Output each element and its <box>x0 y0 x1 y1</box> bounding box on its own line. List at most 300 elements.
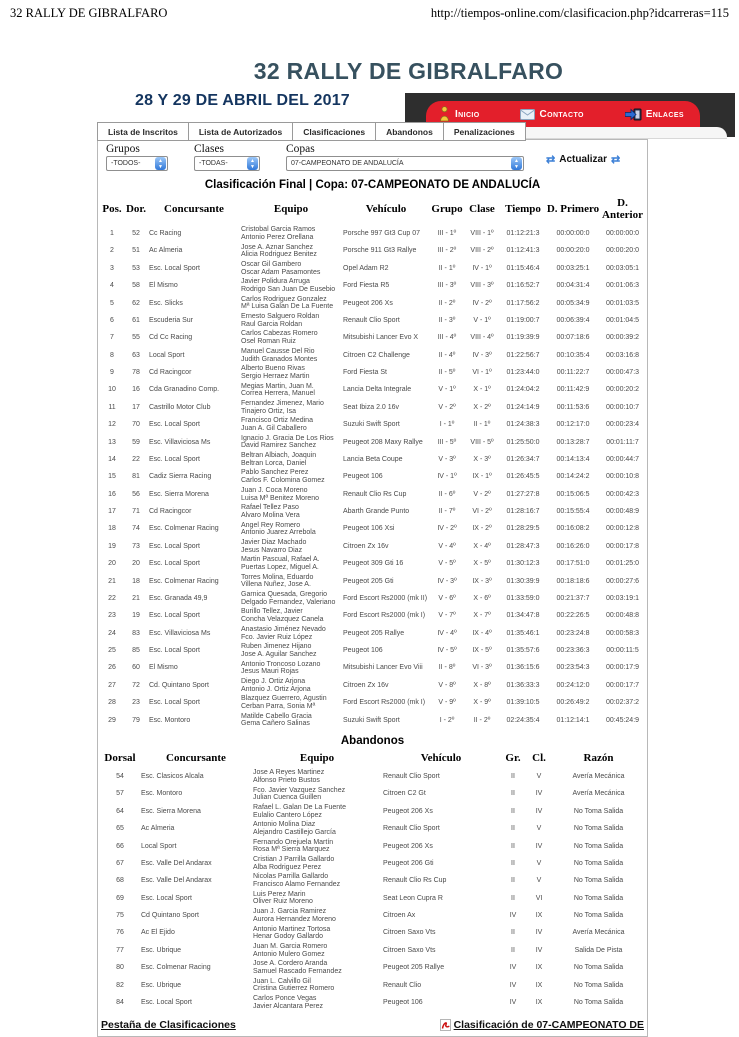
cell-pos: 21 <box>108 577 116 585</box>
cell-equipo: Fernandez Jimenez, Mario Tinajero Ortiz, Isa <box>241 399 324 415</box>
cell-tiempo: 01:19:39:9 <box>506 334 540 342</box>
cell-concursante: Local Sport <box>141 842 177 850</box>
cell-d-primero: 00:05:34:9 <box>556 299 590 307</box>
cell-vehiculo: Mitsubishi Lancer Evo X <box>343 334 419 342</box>
cell-vehiculo: Citroen C2 Gt <box>383 790 426 798</box>
cell-vehiculo: Ford Fiesta R5 <box>343 282 390 290</box>
cell-pos: 16 <box>108 490 116 498</box>
cell-d-primero: 00:18:18:6 <box>556 577 590 585</box>
cell-equipo: Juan M. Garcia Romero Antonio Mulero Gomez <box>253 942 328 958</box>
cell-grupo: II <box>511 790 515 798</box>
cell-pos: 17 <box>108 508 116 516</box>
cell-dorsal: 82 <box>116 981 124 989</box>
column-header: Gr. <box>505 752 521 765</box>
cell-dorsal: 62 <box>132 299 140 307</box>
cell-grupo: IV - 5º <box>437 647 457 655</box>
cell-razon: Avería Mecánica <box>572 773 625 780</box>
cell-vehiculo: Peugeot 208 Maxy Rallye <box>343 438 423 446</box>
cell-grupo: II <box>511 825 515 833</box>
filter-clases <box>194 143 260 171</box>
cell-pos: 10 <box>108 386 116 394</box>
cell-concursante: Esc. Montoro <box>149 716 191 724</box>
cell-clase: V <box>536 859 542 867</box>
grupos-select[interactable] <box>106 156 168 171</box>
cell-vehiculo: Renault Clio Sport <box>383 773 440 780</box>
cell-concursante: Cc Racing <box>149 230 182 238</box>
cell-dorsal: 61 <box>132 316 140 324</box>
cell-grupo: III - 2º <box>437 247 457 255</box>
cell-equipo: Luis Perez Marin Oliver Ruiz Moreno <box>253 890 313 906</box>
cell-tiempo: 01:36:15:6 <box>506 664 540 672</box>
print-header-title: 32 RALLY DE GIBRALFARO <box>10 6 168 20</box>
cell-vehiculo: Peugeot 206 Xs <box>343 299 393 307</box>
classification-title: Clasificación Final | Copa: 07-CAMPEONATO DE ANDALUCÍA <box>204 179 541 191</box>
cell-vehiculo: Ford Fiesta St <box>343 369 387 377</box>
cell-razon: No Toma Salida <box>573 842 624 850</box>
cell-dorsal: 78 <box>132 369 140 377</box>
nav-item-enlaces[interactable] <box>625 108 684 121</box>
tab-lista-de-autorizados[interactable]: Lista de Autorizados <box>188 122 293 141</box>
grupos-label: Grupos <box>106 143 140 155</box>
cell-equipo: Carlos Ponce Vegas Javier Alcantara Perez <box>253 995 324 1010</box>
cell-dorsal: 52 <box>132 230 140 238</box>
cell-vehiculo: Ford Escort Rs2000 (mk I) <box>343 612 426 620</box>
cell-d-primero: 00:16:26:0 <box>556 542 590 550</box>
cell-razon: No Toma Salida <box>573 859 624 867</box>
cell-d-primero: 00:04:31:4 <box>556 282 590 290</box>
column-header: D. Anterior <box>602 197 643 222</box>
result-row <box>100 573 645 590</box>
page-title: 32 RALLY DE GIBRALFARO <box>253 58 564 84</box>
cell-grupo: II <box>511 773 515 780</box>
cell-pos: 12 <box>108 421 116 429</box>
cell-dorsal: 72 <box>132 681 140 689</box>
cell-d-primero: 00:13:28:7 <box>556 438 590 446</box>
cell-clase: VIII - 3º <box>470 282 494 290</box>
print-header-url: http://tiempos-online.com/clasificacion.php?idcarreras=115 <box>430 6 729 20</box>
cell-concursante: Cd. Quintano Sport <box>149 681 209 689</box>
cell-vehiculo: Porsche 911 Gt3 Rallye <box>343 247 417 255</box>
cell-grupo: III - 1º <box>437 230 457 238</box>
cell-d-anterior: 00:01:04:5 <box>605 316 640 324</box>
select-stepper-icon: ▲ ▼ <box>247 157 258 170</box>
result-row <box>100 660 645 677</box>
cell-grupo: IV - 4º <box>437 629 457 637</box>
cell-clase: IX - 4º <box>472 629 492 637</box>
cell-concursante: Esc. Local Sport <box>149 455 200 463</box>
cell-clase: V <box>536 773 542 780</box>
cell-clase: IX - 3º <box>472 577 492 585</box>
cell-dorsal: 23 <box>132 699 140 707</box>
cell-dorsal: 81 <box>132 473 140 481</box>
cell-d-anterior: 00:00:39:2 <box>605 334 640 342</box>
filter-grupos <box>106 143 168 171</box>
cell-concursante: Escuderia Sur <box>149 316 193 324</box>
cell-equipo: Angel Rey Romero Antonio Juarez Arrebola <box>241 521 316 537</box>
abandono-row <box>100 925 645 942</box>
cell-tiempo: 01:19:00:7 <box>506 316 540 324</box>
cell-d-anterior: 00:00:44:7 <box>605 455 640 463</box>
cell-vehiculo: Suzuki Swift Sport <box>343 716 400 724</box>
cell-razon: Avería Mecánica <box>572 929 625 937</box>
cell-concursante: Esc. Clasicos Alcala <box>141 773 204 780</box>
nav-item-inicio[interactable] <box>438 106 480 122</box>
cell-grupo: II <box>511 946 515 954</box>
cell-dorsal: 64 <box>116 807 124 815</box>
cell-concursante: Esc. Montoro <box>141 790 183 798</box>
cell-clase: IV - 1º <box>472 264 492 272</box>
cell-dorsal: 59 <box>132 438 140 446</box>
cell-d-anterior: 00:45:24:9 <box>605 716 640 724</box>
cell-dorsal: 22 <box>132 455 140 463</box>
pdf-icon <box>440 1019 451 1031</box>
refresh-arrows-icon: ⇄ <box>546 154 556 166</box>
result-row <box>100 468 645 485</box>
cell-pos: 27 <box>108 681 116 689</box>
copas-selected-value: 07-CAMPEONATO DE ANDALUCÍA <box>291 160 404 167</box>
cell-d-primero: 00:03:25:1 <box>556 264 590 272</box>
cell-equipo: Juan J. Coca Moreno Luisa Mª Benitez Moreno <box>241 486 320 502</box>
cell-dorsal: 83 <box>132 629 140 637</box>
cell-equipo: Ruben Jimenez Hijano Jose A. Aguilar Sanchez <box>241 643 317 658</box>
cell-dorsal: 70 <box>132 421 140 429</box>
cell-equipo: Rafael Tellez Paso Alvaro Molina Vera <box>241 504 300 519</box>
cell-clase: IX - 5º <box>472 647 492 655</box>
cell-razon: No Toma Salida <box>573 912 624 919</box>
cell-razon: Avería Mecánica <box>572 790 625 798</box>
cell-concursante: Esc. Local Sport <box>149 421 200 429</box>
cell-d-primero: 00:24:12:0 <box>556 681 590 689</box>
clasificaciones-tab-link[interactable]: Pestaña de Clasificaciones <box>101 1019 236 1032</box>
cell-concursante: Esc. Ubrique <box>141 946 182 954</box>
cell-pos: 26 <box>108 664 116 672</box>
cell-clase: VI <box>535 894 543 902</box>
abandono-row <box>100 977 645 994</box>
cell-equipo: Torres Molina, Eduardo Villena Nuñez, Jose A. <box>241 573 314 589</box>
cell-concursante: Cadiz Sierra Racing <box>149 473 212 481</box>
cell-concursante: Esc. Local Sport <box>141 998 192 1006</box>
cell-equipo: Antonio Troncoso Lozano Jesus Mauri Rojas <box>241 660 321 676</box>
column-header: D. Primero <box>546 203 600 216</box>
cell-dorsal: 51 <box>132 247 140 255</box>
cell-clase: VIII - 5º <box>470 438 494 446</box>
cell-d-primero: 00:15:55:4 <box>556 508 590 516</box>
main-content-box <box>97 139 648 1037</box>
cell-equipo: Nicolas Parrilla Gallardo Francisco Alamo Fernandez <box>253 873 341 889</box>
cell-equipo: Cristian J Parrilla Gallardo Alba Rodriguez Perez <box>253 856 335 871</box>
cell-razon: No Toma Salida <box>573 807 624 815</box>
cell-grupo: V - 9º <box>438 699 456 707</box>
cell-pos: 28 <box>108 699 116 707</box>
abandonos-title: Abandonos <box>340 735 405 748</box>
cell-concursante: Ac Almeria <box>141 825 175 833</box>
abandono-row <box>100 890 645 907</box>
abandono-row <box>100 959 645 976</box>
cell-vehiculo: Seat Leon Cupra R <box>383 894 443 902</box>
cell-equipo: Burillo Tellez, Javier Concha Velazquez Canela <box>241 608 324 624</box>
abandono-row <box>100 907 645 924</box>
cell-clase: VI - 1º <box>472 369 492 377</box>
filter-copas <box>286 143 524 171</box>
cell-grupo: V - 2º <box>438 403 456 411</box>
abandono-row <box>100 803 645 820</box>
column-header: Razón <box>583 752 614 765</box>
nav-item-contacto[interactable] <box>520 109 583 120</box>
tab-lista-de-inscritos[interactable]: Lista de Inscritos <box>97 122 189 141</box>
event-date: 28 Y 29 DE ABRIL DEL 2017 <box>135 92 350 109</box>
classification-table <box>100 196 645 729</box>
print-header <box>10 6 729 21</box>
result-row <box>100 260 645 277</box>
cell-dorsal: 76 <box>116 929 124 937</box>
cell-grupo: II <box>511 807 515 815</box>
column-header: Dorsal <box>104 752 136 765</box>
cell-equipo: Jose A. Cordero Aranda Samuel Rascado Fernandez <box>253 960 342 975</box>
cell-clase: IX <box>535 998 543 1006</box>
cell-clase: V - 2º <box>473 490 491 498</box>
cell-clase: II - 1º <box>473 421 491 429</box>
actualizar-label: Actualizar <box>559 154 608 165</box>
cell-tiempo: 01:24:04:2 <box>506 386 540 394</box>
cell-tiempo: 01:34:47:8 <box>506 612 540 620</box>
cell-vehiculo: Peugeot 205 Gti <box>343 577 394 585</box>
cell-grupo: II - 8º <box>438 664 456 672</box>
cell-pos: 24 <box>108 629 116 637</box>
cell-tiempo: 01:36:33:3 <box>506 681 540 689</box>
cell-d-primero: 00:14:13:4 <box>556 455 590 463</box>
cell-razon: No Toma Salida <box>573 998 624 1006</box>
column-header: Equipo <box>299 752 335 765</box>
cell-equipo: Cristobal Garcia Ramos Antonio Perez Orellana <box>241 226 316 241</box>
cell-d-anterior: 00:02:37:2 <box>605 699 640 707</box>
cell-clase: VI - 3º <box>472 664 492 672</box>
cell-dorsal: 84 <box>116 998 124 1006</box>
result-row <box>100 694 645 711</box>
cell-equipo: Ernesto Salguero Roldan Raul Garcia Roldan <box>241 313 320 328</box>
cell-grupo: II - 4º <box>438 351 456 359</box>
cell-d-primero: 00:15:06:5 <box>556 490 590 498</box>
result-row <box>100 642 645 659</box>
abandono-row <box>100 994 645 1011</box>
cell-dorsal: 75 <box>116 912 124 919</box>
cell-vehiculo: Lancia Beta Coupe <box>343 455 403 463</box>
abandono-row <box>100 786 645 803</box>
cell-dorsal: 21 <box>132 594 140 602</box>
nav-item-label: Inicio <box>455 108 480 120</box>
cell-grupo: II <box>511 842 515 850</box>
cell-tiempo: 01:28:47:3 <box>506 542 540 550</box>
cell-equipo: Francisco Ortiz Medina Juan A. Gil Caballero <box>241 417 313 432</box>
cell-dorsal: 16 <box>132 386 140 394</box>
cell-d-anterior: 00:03:16:8 <box>605 351 640 359</box>
cell-vehiculo: Citroen Zx 16v <box>343 681 389 689</box>
cell-equipo: Garnica Quesada, Gregorio Delgado Fernandez, Valeriano <box>241 591 336 606</box>
cell-tiempo: 01:12:41:3 <box>506 247 540 255</box>
cell-tiempo: 01:22:56:7 <box>506 351 540 359</box>
cell-dorsal: 71 <box>132 508 140 516</box>
cell-concursante: Esc. Local Sport <box>149 560 200 568</box>
cell-equipo: Pablo Sanchez Perez Carlos F. Colomina Gomez <box>241 469 325 485</box>
result-row <box>100 295 645 312</box>
cell-concursante: Cd Racingcor <box>149 369 192 377</box>
cell-concursante: Esc. Colmenar Racing <box>149 525 219 533</box>
cell-equipo: Oscar Gil Gambero Oscar Adam Pasamontes <box>241 260 321 276</box>
cell-equipo: Javier Polidura Arruga Rodrigo San Juan De Eusebio <box>241 278 336 293</box>
cell-d-anterior: 00:00:58:3 <box>605 629 640 637</box>
cell-equipo: Antonio Martinez Tortosa Henar Godoy Gallardo <box>253 925 331 941</box>
cell-grupo: III - 5º <box>437 438 457 446</box>
cell-pos: 7 <box>110 334 114 342</box>
cell-concursante: Cd Quintano Sport <box>141 912 199 919</box>
cell-pos: 4 <box>110 282 114 290</box>
cell-clase: VIII - 4º <box>470 334 494 342</box>
clases-select[interactable] <box>194 156 260 171</box>
cell-vehiculo: Citroen C2 Challenge <box>343 351 410 359</box>
cell-d-primero: 00:23:24:8 <box>556 629 590 637</box>
cell-clase: V - 1º <box>473 316 491 324</box>
result-row <box>100 712 645 729</box>
cell-tiempo: 01:35:46:1 <box>506 629 540 637</box>
result-row <box>100 677 645 694</box>
cell-concursante: Cda Granadino Comp. <box>149 386 220 394</box>
cell-concursante: El Mismo <box>149 664 178 672</box>
cell-tiempo: 02:24:35:4 <box>506 716 540 724</box>
cell-clase: IV <box>535 929 543 937</box>
tab-clasificaciones[interactable]: Clasificaciones <box>292 122 376 141</box>
cell-concursante: Cd Racingcor <box>149 508 192 516</box>
cell-clase: IV - 3º <box>472 351 492 359</box>
select-stepper-icon: ▲ ▼ <box>511 157 522 170</box>
cell-grupo: II - 5º <box>438 369 456 377</box>
cell-vehiculo: Lancia Delta Integrale <box>343 386 412 394</box>
cell-grupo: II - 6º <box>438 490 456 498</box>
cell-clase: VIII - 2º <box>470 247 494 255</box>
cell-d-primero: 00:12:17:0 <box>556 421 590 429</box>
actualizar-button[interactable] <box>546 153 620 166</box>
cell-grupo: V - 1º <box>438 386 456 394</box>
cell-clase: IX - 2º <box>472 525 492 533</box>
cell-tiempo: 01:25:50:0 <box>506 438 540 446</box>
cell-vehiculo: Ford Escort Rs2000 (mk II) <box>343 594 428 602</box>
cell-dorsal: 65 <box>116 825 124 833</box>
cell-d-anterior: 00:00:17:7 <box>605 681 640 689</box>
cell-grupo: V - 7º <box>438 612 456 620</box>
cell-pos: 20 <box>108 560 116 568</box>
result-row <box>100 451 645 468</box>
abandono-row <box>100 820 645 837</box>
result-row <box>100 486 645 503</box>
cell-vehiculo: Renault Clio Rs Cup <box>383 877 447 885</box>
cell-tiempo: 01:35:57:6 <box>506 647 540 655</box>
cell-equipo: Jose A Reyes Martinez Alfonso Prieto Bustos <box>253 769 325 784</box>
abandono-row <box>100 872 645 889</box>
cell-vehiculo: Citroen Saxo Vts <box>383 946 436 954</box>
cell-vehiculo: Peugeot 106 <box>343 473 383 481</box>
cell-grupo: I - 2º <box>439 716 455 724</box>
cell-d-anterior: 00:00:00:0 <box>605 230 640 238</box>
cell-clase: X - 3º <box>473 455 491 463</box>
cell-dorsal: 60 <box>132 664 140 672</box>
cell-equipo: Diego J. Ortiz Arjona Antonio J. Ortiz Arjona <box>241 677 311 693</box>
cell-grupo: IV <box>509 964 517 972</box>
cell-d-primero: 00:14:24:2 <box>556 473 590 481</box>
tab-abandonos[interactable]: Abandonos <box>375 122 444 141</box>
cell-d-primero: 00:11:22:7 <box>556 369 590 377</box>
cell-tiempo: 01:24:38:3 <box>506 421 540 429</box>
cell-dorsal: 53 <box>132 264 140 272</box>
result-row <box>100 503 645 520</box>
cell-grupo: II - 3º <box>438 316 456 324</box>
cell-dorsal: 54 <box>116 773 124 780</box>
cell-clase: X - 7º <box>473 612 491 620</box>
cell-equipo: Manuel Causse Del Rio Judith Granados Montes <box>241 347 318 363</box>
cell-d-anterior: 00:00:10:7 <box>605 403 640 411</box>
mail-icon <box>520 109 535 120</box>
cell-vehiculo: Mitsubishi Lancer Evo Viii <box>343 664 423 672</box>
pdf-download-link[interactable] <box>440 1019 644 1031</box>
cell-tiempo: 01:26:34:7 <box>506 455 540 463</box>
cell-tiempo: 01:16:52:7 <box>506 282 540 290</box>
cell-dorsal: 63 <box>132 351 140 359</box>
cell-d-primero: 00:17:51:0 <box>556 560 590 568</box>
cell-equipo: Fernando Orejuela Martín Rosa Mª Sierra Marquez <box>253 838 334 854</box>
abandono-row <box>100 838 645 855</box>
result-row <box>100 243 645 260</box>
cell-razon: No Toma Salida <box>573 964 624 972</box>
cell-dorsal: 56 <box>132 490 140 498</box>
cell-equipo: Megias Martin, Juan M. Correa Herrera, Manuel <box>241 382 315 398</box>
copas-select[interactable] <box>286 156 524 171</box>
cell-clase: IV - 2º <box>472 299 492 307</box>
cell-grupo: IV - 2º <box>437 525 457 533</box>
cell-vehiculo: Citroen Zx 16v <box>343 542 389 550</box>
cell-clase: IV <box>535 807 543 815</box>
cell-tiempo: 01:28:16:7 <box>506 508 540 516</box>
cell-grupo: II <box>511 877 515 885</box>
cell-concursante: Esc. Colmenar Racing <box>149 577 219 585</box>
cell-d-anterior: 00:01:06:3 <box>605 282 640 290</box>
cell-d-anterior: 00:00:10:8 <box>605 473 640 481</box>
cell-d-anterior: 00:00:27:6 <box>605 577 640 585</box>
cell-pos: 19 <box>108 542 116 550</box>
cell-grupo: V - 6º <box>438 594 456 602</box>
cell-clase: X - 1º <box>473 386 491 394</box>
cell-pos: 29 <box>108 716 116 724</box>
cell-dorsal: 57 <box>116 790 124 798</box>
cell-d-primero: 00:00:00:0 <box>556 230 590 238</box>
cell-d-primero: 01:12:14:1 <box>556 716 590 724</box>
cell-concursante: Esc. Local Sport <box>149 612 200 620</box>
cell-razon: No Toma Salida <box>573 981 624 989</box>
cell-vehiculo: Peugeot 205 Rallye <box>383 964 445 972</box>
result-row <box>100 277 645 294</box>
cell-d-primero: 00:26:49:2 <box>556 699 590 707</box>
cell-dorsal: 19 <box>132 612 140 620</box>
abandono-row <box>100 768 645 785</box>
tab-penalizaciones[interactable]: Penalizaciones <box>443 122 526 141</box>
copas-label: Copas <box>286 143 315 155</box>
cell-grupo: IV - 1º <box>437 473 457 481</box>
cell-dorsal: 20 <box>132 560 140 568</box>
cell-vehiculo: Peugeot 106 <box>383 998 423 1006</box>
cell-pos: 5 <box>110 299 114 307</box>
cell-equipo: Alberto Bueno Rivas Sergio Herraez Martin <box>241 365 310 380</box>
cell-pos: 9 <box>110 369 114 377</box>
result-row <box>100 607 645 624</box>
abandonos-header-row <box>100 751 645 768</box>
result-row <box>100 590 645 607</box>
cell-d-anterior: 00:00:47:3 <box>605 369 640 377</box>
